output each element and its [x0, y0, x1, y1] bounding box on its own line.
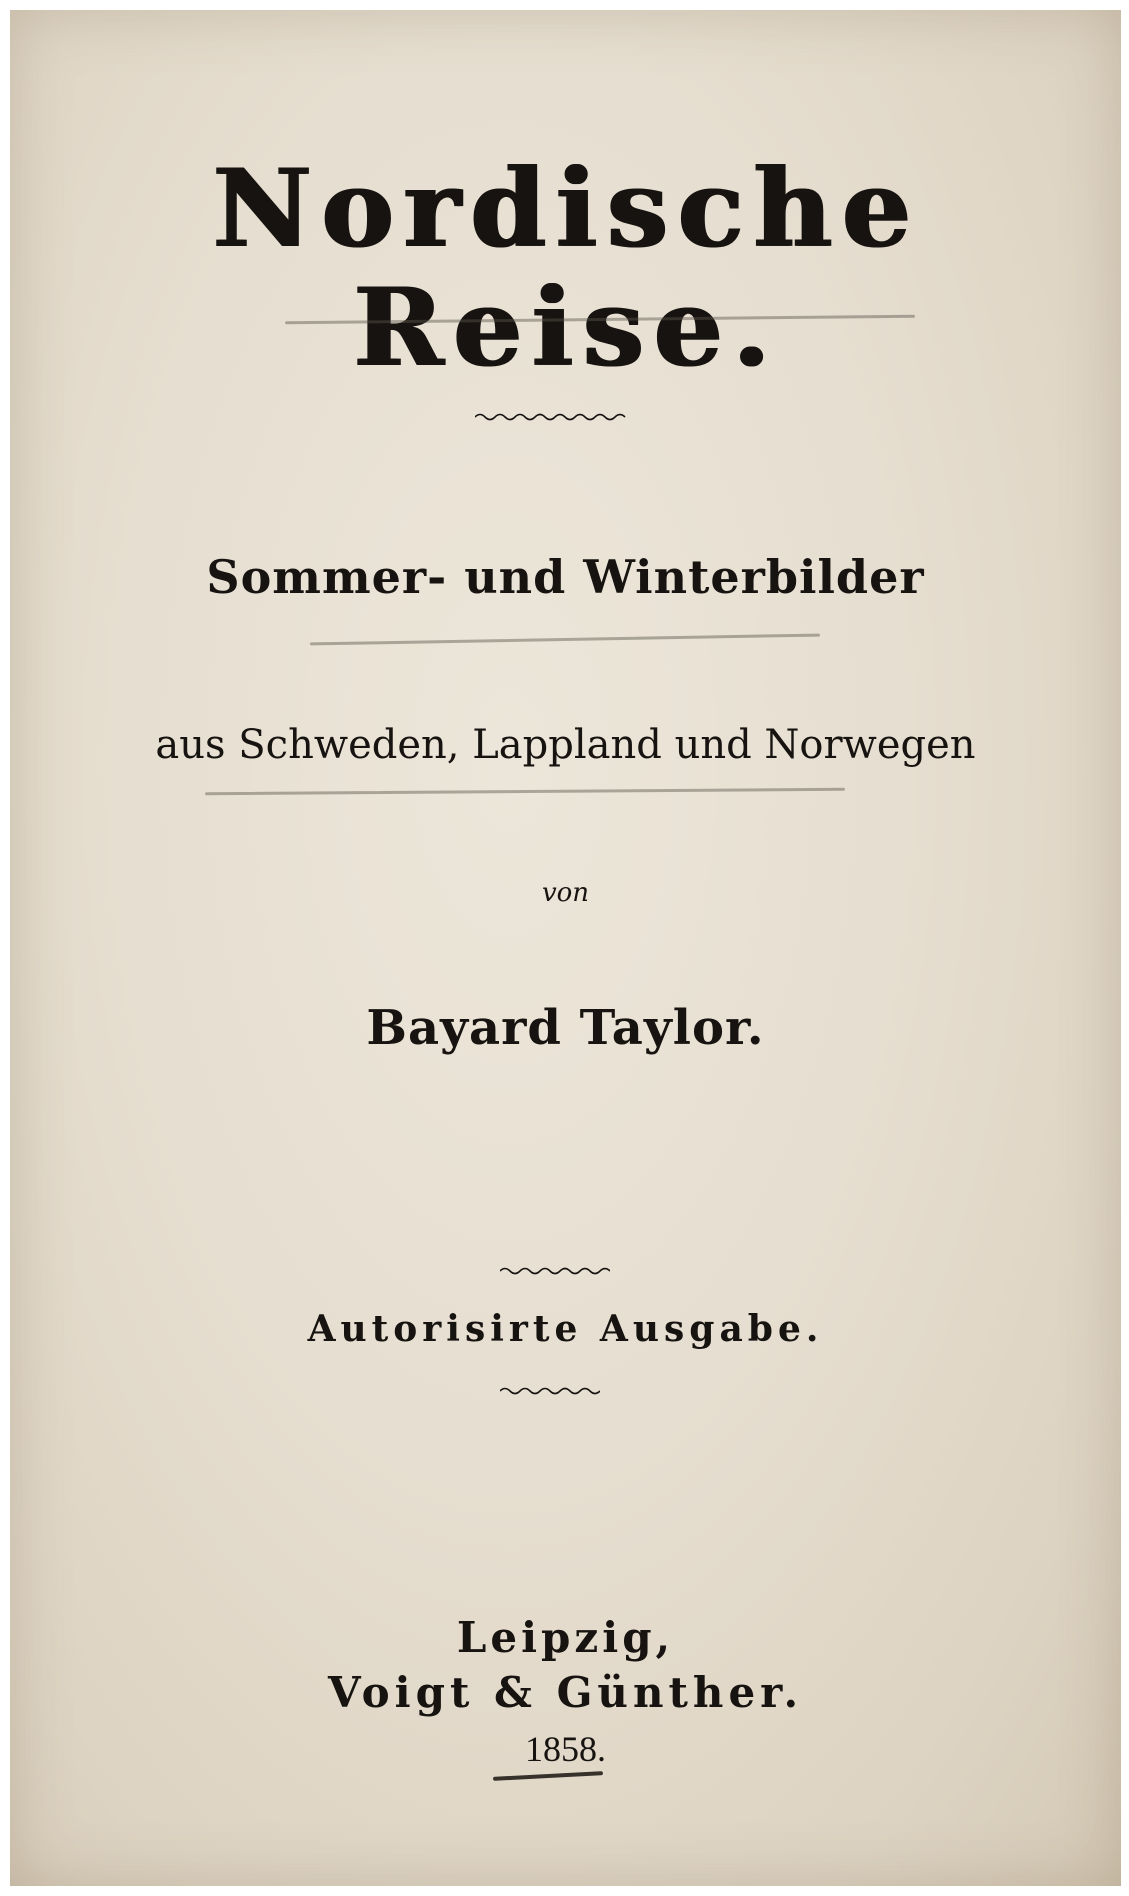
- author-name: Bayard Taylor.: [366, 1000, 765, 1056]
- imprint-publisher: Voigt & Günther.: [327, 1668, 804, 1717]
- ornament-rule-bottom: [500, 1384, 600, 1398]
- pencil-underline-subtitle: [310, 634, 820, 646]
- book-title: Nordische Reise.: [211, 146, 920, 391]
- pencil-underline-regions: [205, 788, 845, 795]
- edition-note: Autorisirte Ausgabe.: [307, 1308, 824, 1350]
- ornament-rule-middle: [500, 1264, 610, 1278]
- title-page: [10, 10, 1121, 1886]
- ornament-rule-top: [475, 410, 630, 424]
- by-line: von: [541, 878, 590, 908]
- subtitle: Sommer- und Winterbilder: [206, 550, 925, 604]
- imprint-city: Leipzig,: [456, 1613, 675, 1662]
- regions-line: aus Schweden, Lappland und Norwegen: [155, 722, 976, 768]
- imprint-year: 1858.: [525, 1729, 606, 1769]
- ink-underline-year: [493, 1771, 603, 1781]
